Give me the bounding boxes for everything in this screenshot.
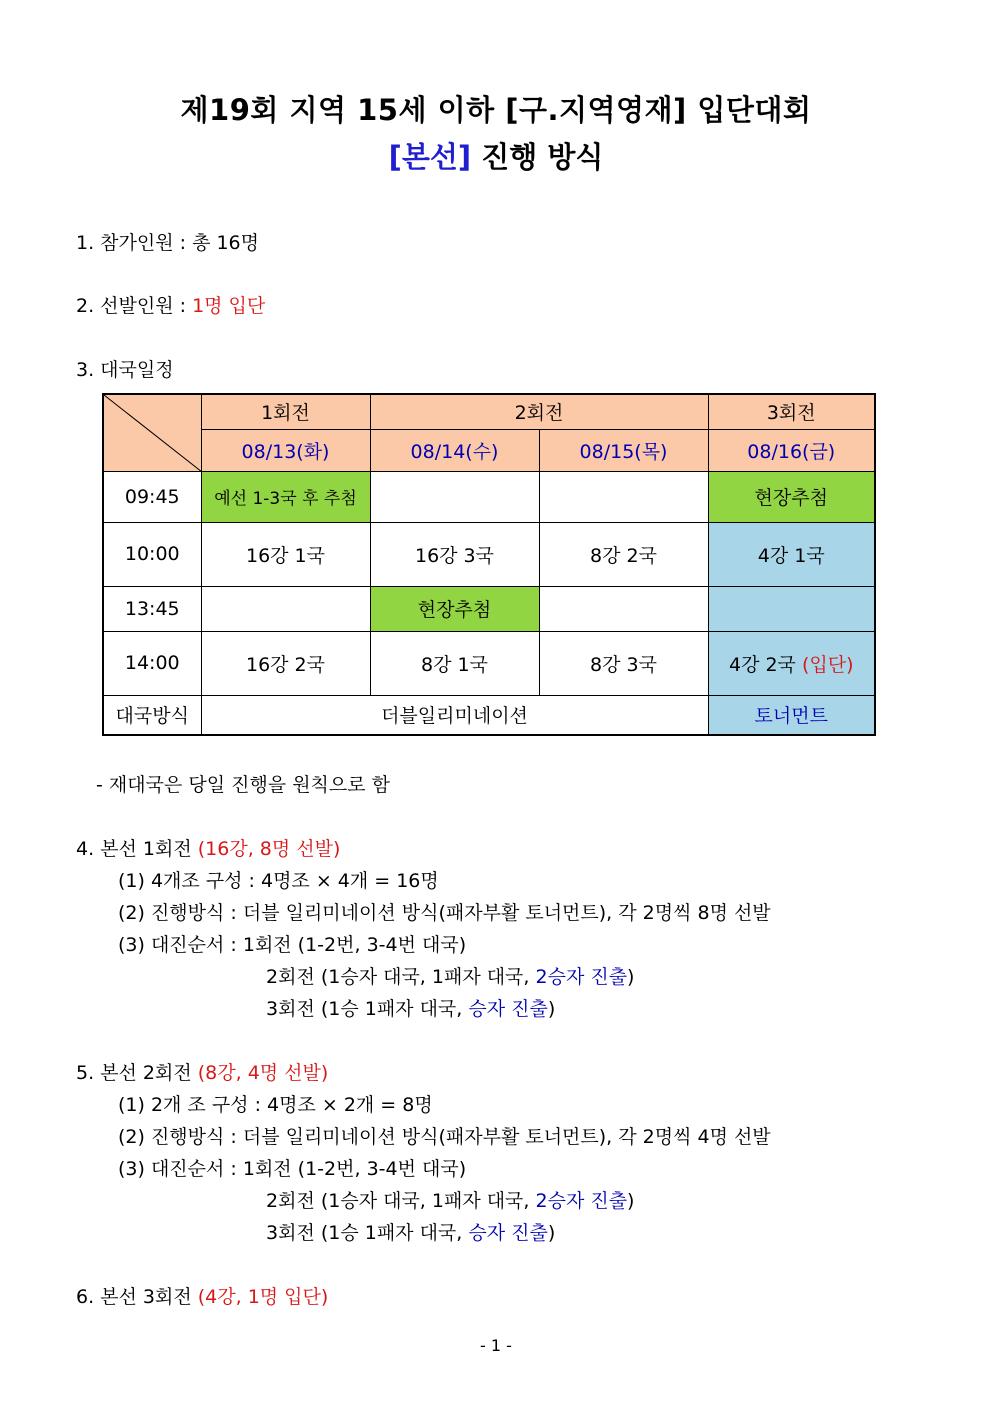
round2-order-3-blue: 승자 진출	[468, 1222, 548, 1244]
round1-order-3c: )	[547, 998, 556, 1020]
round2-groups: (1) 2개 조 구성 : 4명조 × 2개 = 8명	[118, 1094, 433, 1116]
cell-1400-0815: 8강 3국	[539, 631, 708, 695]
cell-1400-0816-badge: (입단)	[801, 653, 854, 676]
round1-order-3	[266, 994, 555, 1021]
diagonal-line	[104, 395, 202, 472]
cell-1000-0816: 4강 1국	[708, 522, 875, 586]
round-2-header: 2회전	[370, 394, 708, 429]
item-selection	[76, 291, 265, 318]
cell-0945-0815	[539, 471, 708, 522]
page-number: - 1 -	[480, 1336, 512, 1355]
corner-diagonal-cell	[103, 394, 201, 471]
round1-order-3-blue: 승자 진출	[468, 998, 548, 1020]
method-main: 더블일리미네이션	[201, 695, 708, 735]
round1-order-2a: 2회전 (1승자 대국, 1패자 대국,	[266, 966, 536, 988]
cell-1000-0815: 8강 2국	[539, 522, 708, 586]
document-title: 제19회 지역 15세 이하 [구.지역영재] 입단대회	[180, 93, 812, 127]
cell-1345-0814: 현장추첨	[370, 586, 539, 631]
item-round2-highlight: (8강, 4명 선발)	[197, 1062, 329, 1084]
round2-order-3	[266, 1218, 555, 1245]
date-0815: 08/15(목)	[539, 429, 708, 471]
round-3-header: 3회전	[708, 394, 875, 429]
cell-0945-0816: 현장추첨	[708, 471, 875, 522]
date-0814: 08/14(수)	[370, 429, 539, 471]
cell-1400-0814: 8강 1국	[370, 631, 539, 695]
round2-order-2c: )	[627, 1190, 635, 1212]
round2-order-3c: )	[547, 1222, 556, 1244]
round1-order: (3) 대진순서 : 1회전 (1-2번, 3-4번 대국)	[118, 934, 467, 956]
round1-order-2c: )	[627, 966, 635, 988]
round1-groups: (1) 4개조 구성 : 4명조 × 4개 = 16명	[118, 870, 439, 892]
time-1000: 10:00	[103, 522, 201, 586]
round-1-header: 1회전	[201, 394, 370, 429]
schedule-table	[102, 393, 876, 736]
time-1345: 13:45	[103, 586, 201, 631]
round2-method: (2) 진행방식 : 더블 일리미네이션 방식(패자부활 토너먼트), 각 2명씩 4명 선발	[118, 1126, 771, 1148]
item-round2-label: 5. 본선 2회전	[76, 1062, 198, 1084]
item-selection-label: 2. 선발인원 :	[76, 295, 193, 317]
time-0945: 09:45	[103, 471, 201, 522]
cell-1345-0815	[539, 586, 708, 631]
cell-1000-0813: 16강 1국	[201, 522, 370, 586]
cell-1000-0814: 16강 3국	[370, 522, 539, 586]
cell-1400-0813: 16강 2국	[201, 631, 370, 695]
date-0816: 08/16(금)	[708, 429, 875, 471]
cell-1400-0816	[708, 631, 875, 695]
round1-method: (2) 진행방식 : 더블 일리미네이션 방식(패자부활 토너먼트), 각 2명씩 8명 선발	[118, 902, 771, 924]
subtitle-bracket: [본선]	[388, 140, 472, 174]
cell-1345-0813	[201, 586, 370, 631]
item-round3-heading	[76, 1282, 328, 1309]
cell-0945-0813: 예선 1-3국 후 추첨	[201, 471, 370, 522]
item-round1-highlight: (16강, 8명 선발)	[197, 838, 341, 860]
date-0813: 08/13(화)	[201, 429, 370, 471]
item-round3-label: 6. 본선 3회전	[76, 1286, 198, 1308]
round2-order-2-blue: 2승자 진출	[535, 1190, 628, 1212]
round2-order-2	[266, 1186, 634, 1213]
round2-order-2a: 2회전 (1승자 대국, 1패자 대국,	[266, 1190, 536, 1212]
round1-order-2-blue: 2승자 진출	[535, 966, 628, 988]
item-participants: 1. 참가인원 : 총 16명	[76, 232, 259, 254]
method-final: 토너먼트	[708, 695, 875, 735]
item-selection-value: 1명 입단	[192, 295, 266, 317]
cell-1345-0816	[708, 586, 875, 631]
method-label: 대국방식	[103, 695, 201, 735]
cell-1400-0816-text: 4강 2국	[728, 653, 802, 676]
rematch-note: - 재대국은 당일 진행을 원칙으로 함	[96, 774, 391, 796]
subtitle-rest: 진행 방식	[471, 140, 604, 174]
time-1400: 14:00	[103, 631, 201, 695]
round2-order: (3) 대진순서 : 1회전 (1-2번, 3-4번 대국)	[118, 1158, 467, 1180]
item-schedule-heading: 3. 대국일정	[76, 359, 174, 381]
round1-order-2	[266, 962, 634, 989]
item-round3-highlight: (4강, 1명 입단)	[197, 1286, 329, 1308]
document-subtitle	[0, 135, 992, 176]
cell-0945-0814	[370, 471, 539, 522]
item-round2-heading	[76, 1058, 328, 1085]
item-round1-label: 4. 본선 1회전	[76, 838, 198, 860]
round2-order-3a: 3회전 (1승 1패자 대국,	[266, 1222, 469, 1244]
item-round1-heading	[76, 834, 340, 861]
round1-order-3a: 3회전 (1승 1패자 대국,	[266, 998, 469, 1020]
